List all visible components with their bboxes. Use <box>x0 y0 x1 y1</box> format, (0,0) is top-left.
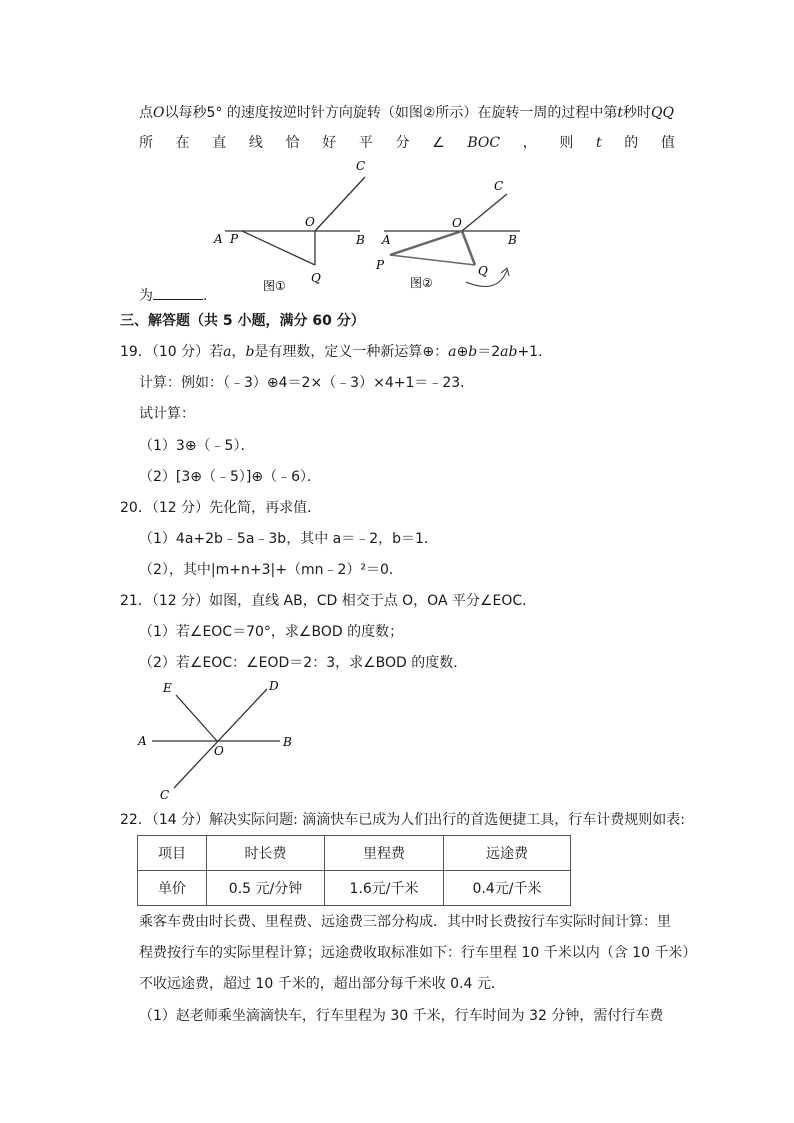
q21-head: 21．（12 分）如图，直线 AB，CD 相交于点 O，OA 平分∠EOC． <box>120 593 537 609</box>
fig1-label-q: Q <box>311 271 321 285</box>
fig2-label-p: P <box>376 258 385 272</box>
fig2-label-q: Q <box>478 264 488 278</box>
q19-head: 19．（10 分）若a，b是有理数，定义一种新运算⊕：a⊕b＝2ab+1． <box>120 344 553 360</box>
q22-para-1: 乘客车费由时长费、里程费、远途费三部分构成．其中时长费按行车实际时间计算：里 <box>139 914 671 930</box>
q21-part-1: （1）若∠EOC＝70°，求∠BOD 的度数； <box>139 624 404 640</box>
fig1-label-c: C <box>356 159 366 173</box>
fee-table <box>137 835 571 906</box>
fig2-caption: 图② <box>410 276 433 290</box>
q19-part-1: （1）3⊕（﹣5）． <box>139 438 255 454</box>
q19-try: 试计算： <box>139 406 195 422</box>
table-cell: 里程费 <box>325 836 444 871</box>
fig2-label-c: C <box>494 179 504 193</box>
q18-answer-line: 为 . <box>139 285 207 306</box>
table-row <box>138 871 571 906</box>
q20-head: 20．（12 分）先化简，再求值． <box>120 500 322 516</box>
fig1-caption: 图① <box>263 279 286 293</box>
q20-part-2: （2），其中|m+n+3|+（mn﹣2）²＝0． <box>139 562 403 578</box>
table-cell: 0.4元/千米 <box>444 871 571 906</box>
table-cell: 时长费 <box>207 836 325 871</box>
answer-blank <box>153 285 203 300</box>
fig1-segment-pq <box>242 231 315 265</box>
q22-part-1: （1）赵老师乘坐滴滴快车，行车里程为 30 千米，行车时间为 32 分钟，需付行车费 <box>139 1008 664 1024</box>
q21-label-d: D <box>269 679 279 693</box>
section-3-title: 三、解答题（共 5 小题，满分 60 分） <box>120 313 365 329</box>
q21-part-2: （2）若∠EOC：∠EOD＝2：3，求∠BOD 的度数． <box>139 655 468 671</box>
fig1-ray-oc <box>315 177 365 231</box>
table-row <box>138 836 571 871</box>
q21-line-cd <box>174 689 267 788</box>
table-cell: 单价 <box>138 871 207 906</box>
fig1-label-a: A <box>214 232 223 246</box>
fig2-ray-oc <box>462 194 507 231</box>
fig1-label-b: B <box>356 233 365 247</box>
fig2-segment-pq <box>390 255 475 265</box>
q19-part-2: （2）[3⊕（﹣5）]⊕（﹣6）． <box>139 469 322 485</box>
fig1-label-p: P <box>230 232 239 246</box>
q21-label-a: A <box>138 734 147 748</box>
fig2-label-b: B <box>508 233 517 247</box>
fig1-label-o: O <box>305 215 315 229</box>
table-cell: 0.5 元/分钟 <box>207 871 325 906</box>
q21-label-e: E <box>163 681 172 695</box>
q22-para-2: 程费按行车的实际里程计算；远途费收取标准如下：行车里程 10 千米以内（含 10 千米） <box>139 945 697 961</box>
fig2-label-a: A <box>382 233 391 247</box>
q21-label-c: C <box>160 788 170 802</box>
figure-2 <box>370 172 540 302</box>
fig2-segment-op <box>390 231 462 255</box>
q19-example: 计算：例如：（﹣3）⊕4＝2×（﹣3）×4+1＝﹣23． <box>139 375 475 391</box>
q21-label-b: B <box>283 735 292 749</box>
q21-ray-oe <box>176 695 217 741</box>
table-cell: 1.6元/千米 <box>325 871 444 906</box>
fig2-segment-oq <box>462 231 475 265</box>
table-cell: 项目 <box>138 836 207 871</box>
q22-head: 22．（14 分）解决实际问题: 滴滴快车已成为人们出行的首选便捷工具，行车计费规则如表: <box>120 812 685 828</box>
q21-label-o: O <box>214 744 224 758</box>
table-cell: 远途费 <box>444 836 571 871</box>
q20-part-1: （1）4a+2b﹣5a﹣3b，其中 a＝﹣2，b＝1． <box>139 531 438 547</box>
q18-line2: 所 在 直 线 恰 好 平 分 ∠ BOC ， 则 t 的 值 <box>139 135 675 151</box>
fig2-label-o: O <box>452 216 462 230</box>
figure-q21 <box>130 675 310 805</box>
figure-1 <box>200 152 380 302</box>
q18-line1: 点O以每秒5° 的速度按逆时针方向旋转（如图②所示）在旋转一周的过程中第t秒时QQ <box>139 105 675 121</box>
q22-para-3: 不收远途费，超过 10 千米的，超出部分每千米收 0.4 元． <box>139 976 505 992</box>
